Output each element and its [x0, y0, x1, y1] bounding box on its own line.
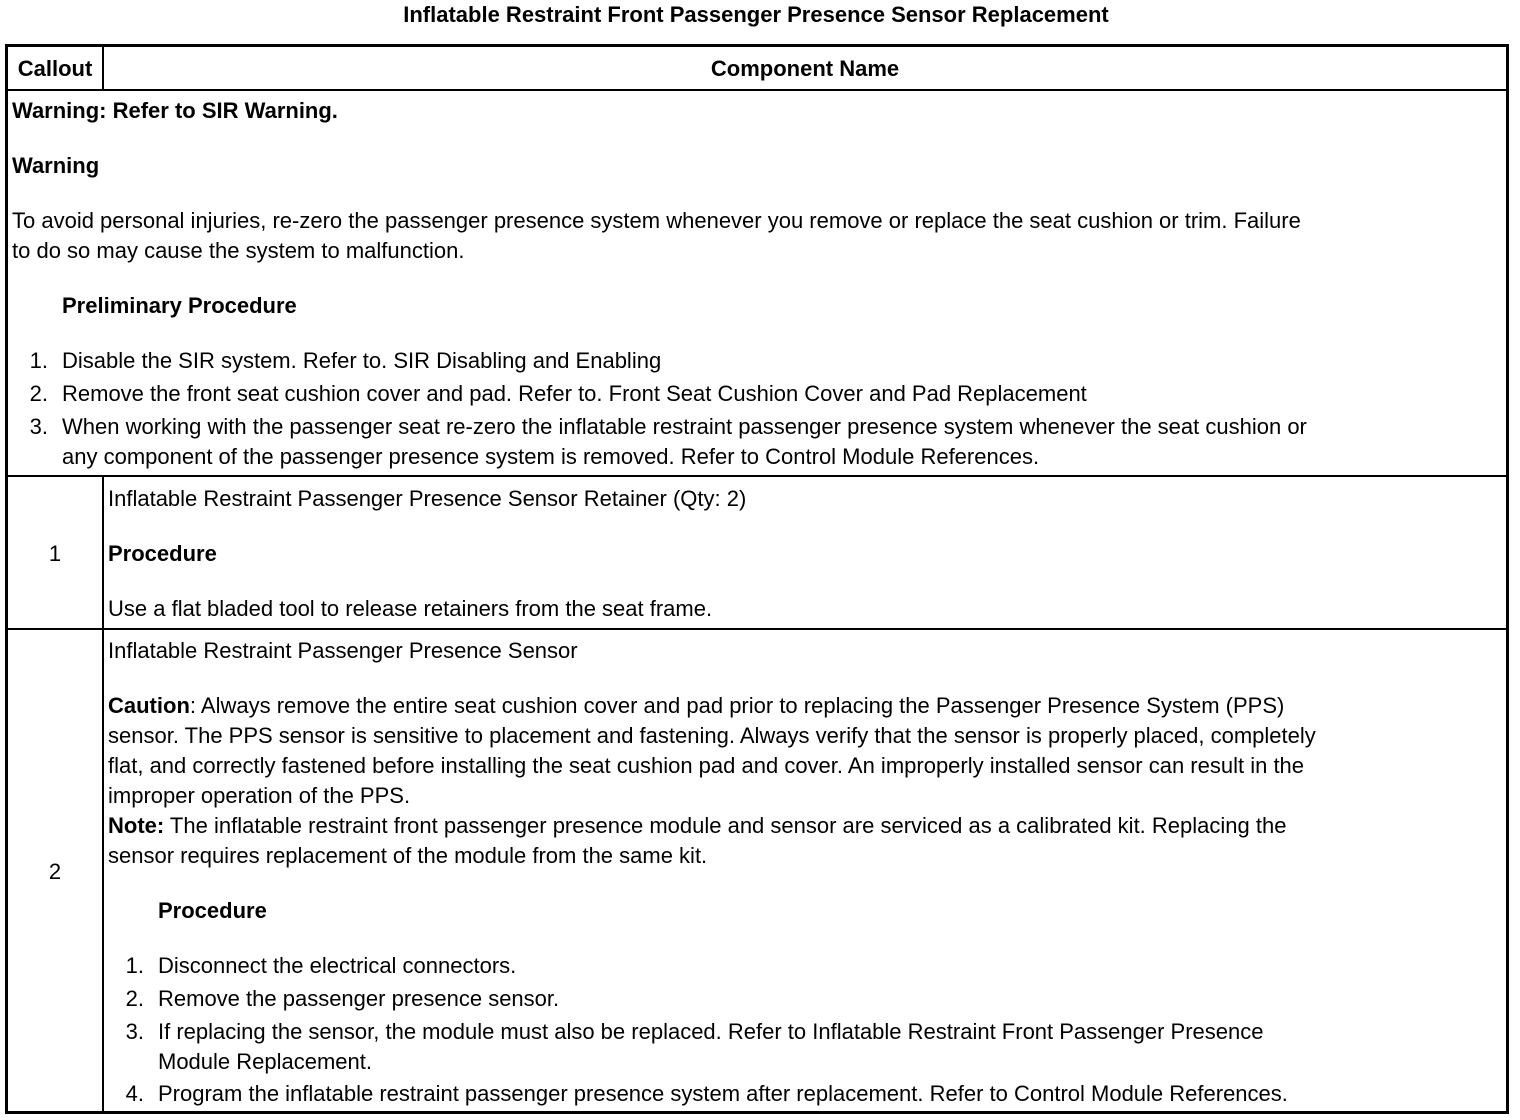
procedure-text: Use a flat bladed tool to release retainers from the seat frame.	[108, 596, 713, 621]
table-row	[8, 630, 1506, 1111]
step-number: 1.	[125, 953, 144, 978]
header-component-name: Component Name	[710, 56, 900, 81]
step-number: 3.	[29, 414, 48, 439]
note-text: The inflatable restraint front passenger presence module and sensor are serviced as a calibrated kit. Replacing the	[164, 813, 1287, 838]
step-text: Remove the front seat cushion cover and pad. Refer to. Front Seat Cushion Cover and Pad Replacement	[62, 381, 1087, 406]
step-number: 3.	[125, 1019, 144, 1044]
caution-line	[108, 691, 1284, 721]
warning-text-line: to do so may cause the system to malfunction.	[12, 238, 465, 263]
step-text: Disable the SIR system. Refer to. SIR Disabling and Enabling	[62, 348, 662, 373]
step-text: Program the inflatable restraint passenger presence system after replacement. Refer to Control Module References.	[158, 1081, 1288, 1106]
caution-line: flat, and correctly fastened before installing the seat cushion pad and cover. An improperly installed sensor can result in the	[108, 753, 1305, 778]
note-label: Note:	[108, 813, 165, 838]
caution-label: Caution	[108, 693, 190, 718]
step-text: Module Replacement.	[158, 1049, 373, 1074]
step-text: any component of the passenger presence system is removed. Refer to Control Module References.	[62, 444, 1040, 469]
step-number: 1.	[29, 348, 48, 373]
caution-text: : Always remove the entire seat cushion cover and pad prior to replacing the Passenger Presence System (PPS)	[189, 693, 1285, 718]
caution-line: sensor. The PPS sensor is sensitive to placement and fastening. Always verify that the sensor is properly placed, completely	[108, 723, 1316, 748]
component-name: Inflatable Restraint Passenger Presence Sensor	[108, 638, 578, 663]
procedure-heading: Procedure	[108, 541, 217, 566]
warning-reference: Warning: Refer to SIR Warning.	[12, 98, 338, 123]
step-number: 4.	[125, 1081, 144, 1106]
warning-heading: Warning	[12, 153, 100, 178]
procedure-heading: Procedure	[158, 898, 267, 923]
step-number: 2.	[29, 381, 48, 406]
step-text: Disconnect the electrical connectors.	[158, 953, 517, 978]
step-text: When working with the passenger seat re-zero the inflatable restraint passenger presence system whenever the seat cushion or	[62, 414, 1307, 439]
column-divider	[102, 477, 104, 630]
header-callout: Callout	[17, 56, 93, 81]
step-number: 2.	[125, 986, 144, 1011]
callout-number: 1	[48, 541, 62, 566]
preliminary-row	[8, 91, 1506, 477]
procedure-table	[5, 44, 1509, 1114]
step-text: If replacing the sensor, the module must also be replaced. Refer to Inflatable Restraint Front Passenger Presence	[158, 1019, 1264, 1044]
component-name: Inflatable Restraint Passenger Presence Sensor Retainer (Qty: 2)	[108, 486, 747, 511]
table-header-row	[8, 47, 1506, 91]
callout-number: 2	[48, 859, 62, 884]
table-row	[8, 477, 1506, 630]
caution-line: improper operation of the PPS.	[108, 783, 411, 808]
note-line: sensor requires replacement of the module from the same kit.	[108, 843, 708, 868]
step-text: Remove the passenger presence sensor.	[158, 986, 560, 1011]
column-divider	[102, 630, 104, 1111]
warning-text-line: To avoid personal injuries, re-zero the passenger presence system whenever you remove or replace the seat cushion or trim. Failure	[12, 208, 1301, 233]
note-line	[108, 811, 1286, 841]
preliminary-procedure-heading: Preliminary Procedure	[62, 293, 297, 318]
page-title: Inflatable Restraint Front Passenger Presence Sensor Replacement	[403, 2, 1109, 27]
